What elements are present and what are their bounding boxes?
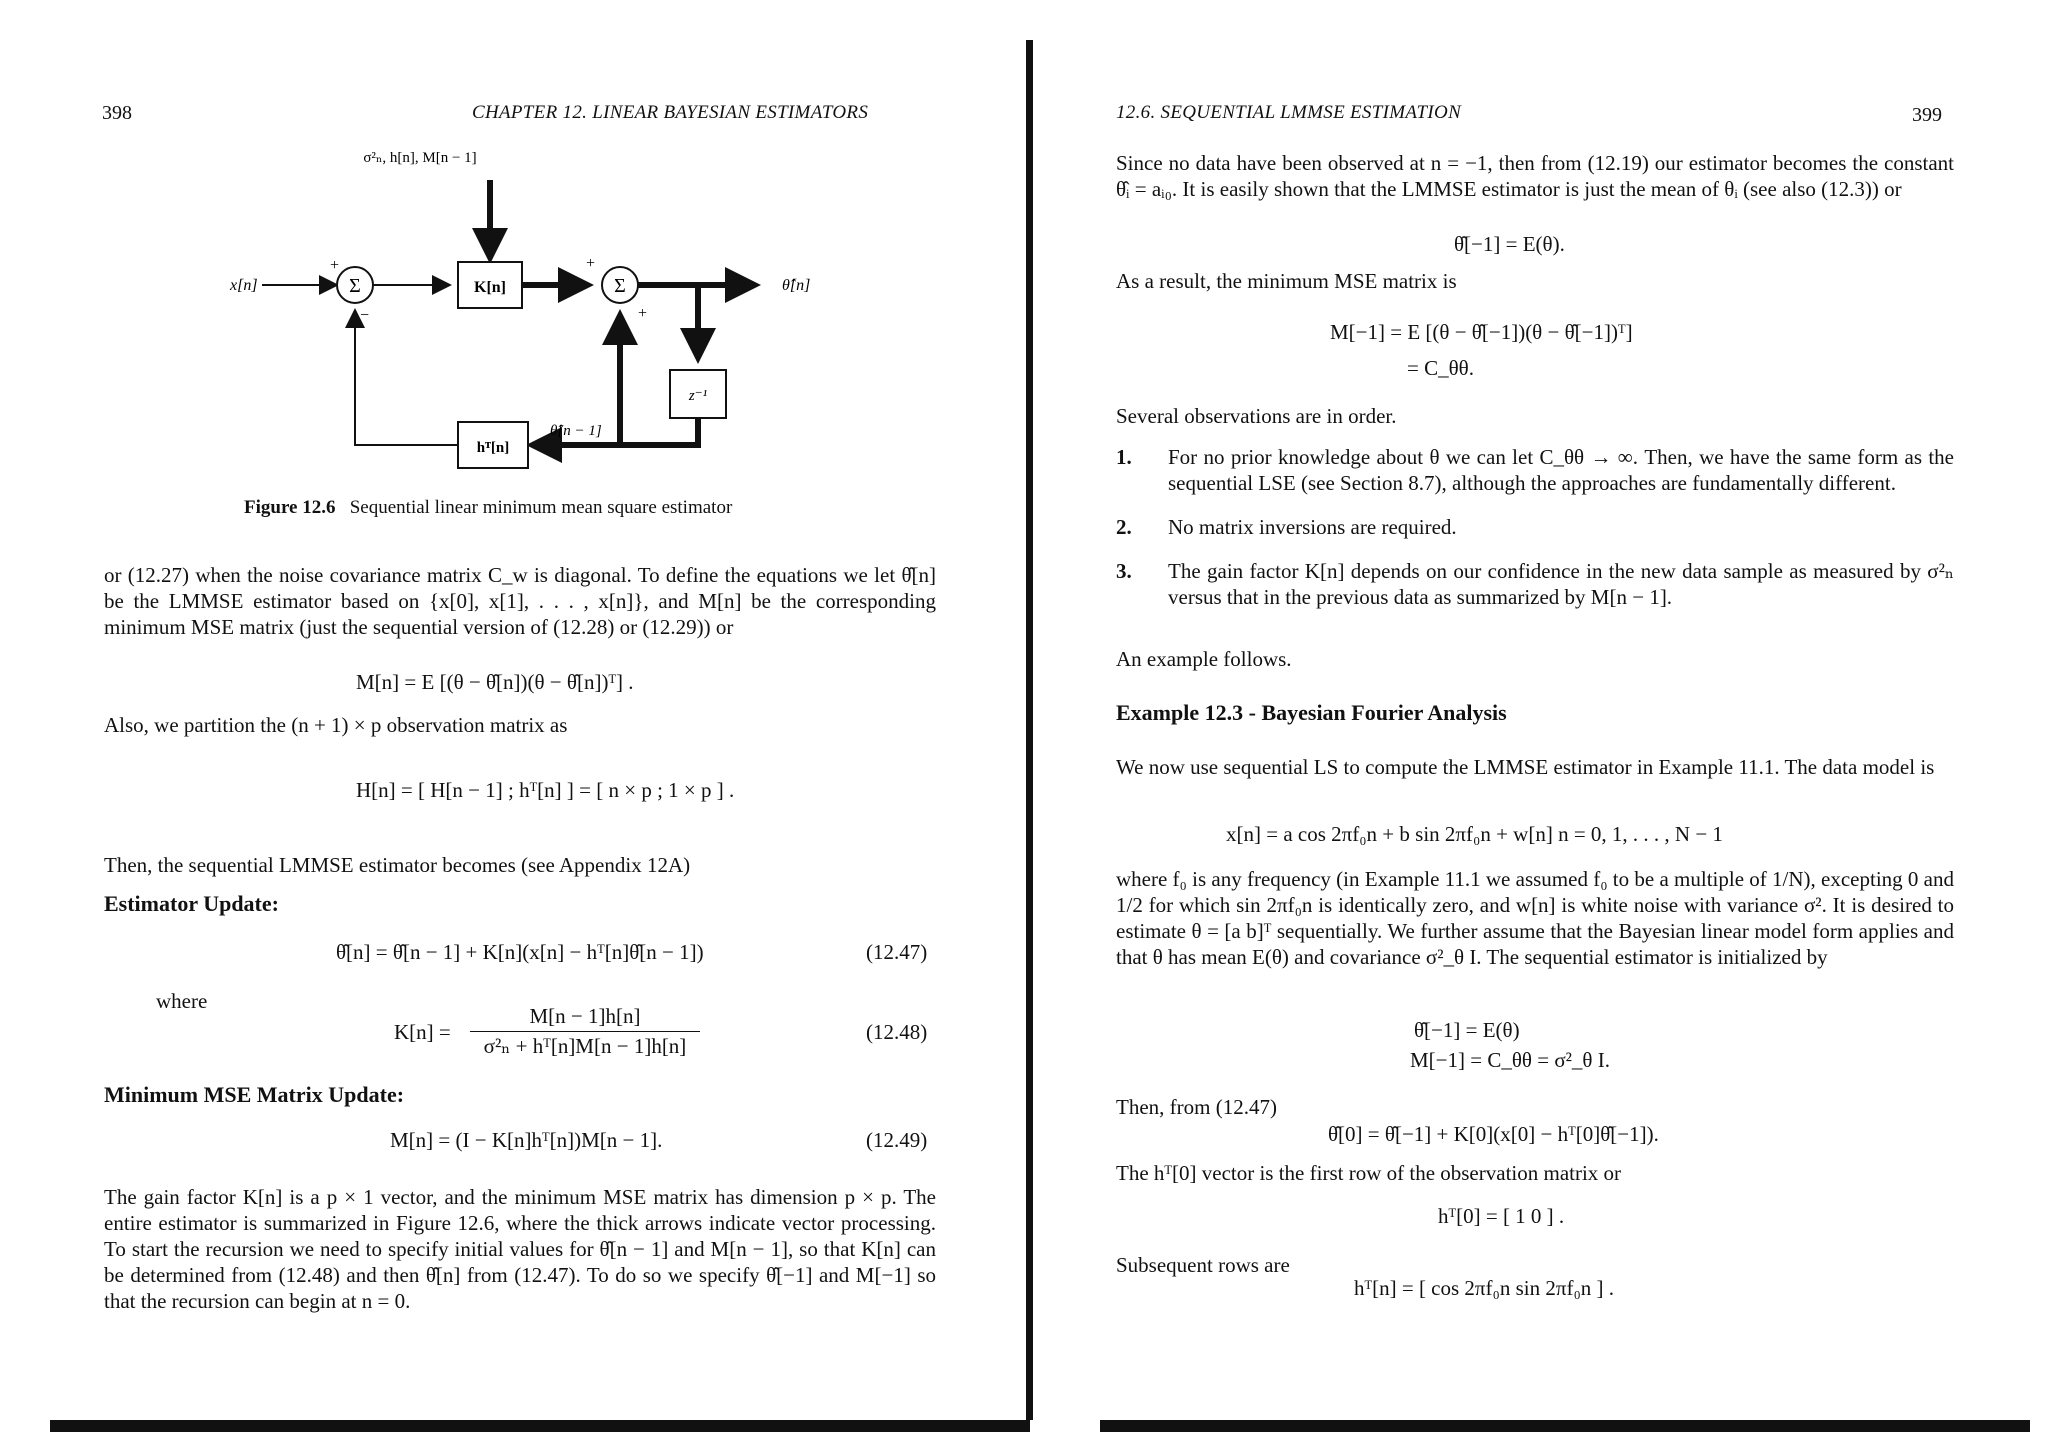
paragraph-observations: Several observations are in order. (1116, 404, 1397, 428)
top-input-label: σ²ₙ, h[n], M[n − 1] (363, 150, 477, 166)
paragraph-gain-factor: The gain factor K[n] is a p × 1 vector, and the minimum MSE matrix has dimension p × p. The entire estimator is summarized in Figure 12.6, where the thick arrows indicate vector processing. To start the recursion we need to specify initial values for θ̂[n − 1] and M[n − 1], so that K[n] can be determined from (12.48) and then θ̂[n] from (12.47). To do so we specify θ̂[−1] and M[−1] so that the recursion can begin at n = 0. (104, 1185, 936, 1313)
equation-init-theta: θ̂[−1] = E(θ) (1414, 1018, 1520, 1042)
page-number: 399 (1912, 104, 1942, 126)
paragraph-sequential: Then, the sequential LMMSE estimator becomes (see Appendix 12A) (104, 853, 691, 877)
output-label: θ̂[n] (782, 277, 811, 294)
delay-block-label: z⁻¹ (688, 388, 708, 404)
equation-partition: H[n] = [ H[n − 1] ; hᵀ[n] ] = [ n × p ; 1 × p ] . (356, 778, 735, 802)
feedback-arrow (355, 312, 458, 445)
right-page (1030, 0, 2048, 1446)
equation-h-n: hᵀ[n] = [ cos 2πf₀n sin 2πf₀n ] . (1354, 1276, 1615, 1300)
paragraph-min-mse: As a result, the minimum MSE matrix is (1116, 269, 1457, 293)
left-page-edge (50, 1420, 1030, 1432)
summer-2-symbol: Σ (614, 275, 626, 297)
paragraph-covariance: or (12.27) when the noise covariance matrix C_w is diagonal. To define the equations we let θ̂[n] be the LMMSE estimator based on {x[0], x[1], . . . , x[n]}, and M[n] be the corresponding minimum MSE matrix (just the sequential version of (12.28) or (12.29)) or (104, 563, 936, 639)
heading-estimator-update: Estimator Update: (104, 891, 279, 916)
paragraph-subsequent-rows: Subsequent rows are (1116, 1253, 1290, 1277)
where-label: where (156, 989, 208, 1013)
equation-12-48-numerator: M[n − 1]h[n] (470, 1004, 700, 1032)
paragraph-partition: Also, we partition the (n + 1) × p observation matrix as (104, 713, 568, 737)
summer-1-minus: − (360, 307, 370, 324)
paragraph-then: Then, from (12.47) (1116, 1095, 1277, 1119)
equation-12-48-lhs: K[n] = (394, 1020, 451, 1044)
running-head: 12.6. SEQUENTIAL LMMSE ESTIMATION (1116, 102, 1462, 123)
equation-number-12-49: (12.49) (866, 1128, 928, 1152)
equation-init-m: M[−1] = C_θθ = σ²_θ I. (1410, 1048, 1610, 1072)
page-number: 398 (102, 102, 132, 124)
equation-number-12-47: (12.47) (866, 940, 928, 964)
figure-caption-label: Figure 12.6 (244, 497, 336, 518)
equation-data-model: x[n] = a cos 2πf₀n + b sin 2πf₀n + w[n] n = 0, 1, . . . , N − 1 (1226, 822, 1723, 846)
observations-list (1116, 444, 1954, 628)
paragraph-frequency: where f₀ is any frequency (in Example 11.1 we assumed f₀ to be a multiple of 1/N), excepting 0 and 1/2 for which sin 2πf₀n is identically zero, and w[n] is white noise with variance σ². It is desired to estimate θ = [a b]ᵀ sequentially. We further assume that the Bayesian linear model form applies and that θ has mean E(θ) and covariance σ²_θ I. The sequential estimator is initialized by (1116, 867, 1954, 969)
feedback-block-label: hᵀ[n] (476, 440, 510, 456)
equation-theta-0: θ̂[0] = θ̂[−1] + K[0](x[0] − hᵀ[0]θ̂[−1]). (1328, 1122, 1659, 1146)
paragraph-example-follows: An example follows. (1116, 647, 1292, 671)
summer-1-plus: + (330, 257, 340, 274)
observation-item: 1. For no prior knowledge about θ we can let C_θθ → ∞. Then, we have the same form as the sequential LSE (see Section 8.7), although the approaches are fundamentally different. (1116, 445, 1954, 495)
figure-caption-text: Sequential linear minimum mean square estimator (349, 497, 733, 518)
paragraph-no-data: Since no data have been observed at n = −1, then from (12.19) our estimator becomes the constant θ̂ᵢ = aᵢ₀. It is easily shown that the LMMSE estimator is just the mean of θᵢ (see also (12.3)) or (1116, 151, 1954, 201)
equation-12-48-denominator: σ²ₙ + hᵀ[n]M[n − 1]h[n] (483, 1034, 687, 1058)
summer-1-symbol: Σ (349, 275, 361, 297)
paragraph-first-row: The hᵀ[0] vector is the first row of the observation matrix or (1116, 1161, 1622, 1185)
equation-h-0: hᵀ[0] = [ 1 0 ] . (1438, 1204, 1565, 1228)
equation-mse: M[n] = E [(θ − θ̂[n])(θ − θ̂[n])ᵀ] . (356, 670, 634, 694)
example-heading: Example 12.3 - Bayesian Fourier Analysis (1116, 700, 1507, 725)
summer-2-plus-top: + (586, 255, 596, 272)
equation-m-minus-1-line2: = C_θθ. (1407, 356, 1474, 380)
running-head: CHAPTER 12. LINEAR BAYESIAN ESTIMATORS (472, 102, 869, 123)
block-diagram (200, 140, 840, 470)
equation-initial-estimate: θ̂[−1] = E(θ). (1454, 232, 1565, 256)
delayed-estimate-label: θ̂[n − 1] (550, 423, 602, 439)
summer-2-plus-bottom: + (638, 305, 648, 322)
observation-item: 3. The gain factor K[n] depends on our confidence in the new data sample as measured by σ²ₙ versus that in the previous data as summarized by M[n − 1]. (1116, 559, 1954, 609)
equation-12-47: θ̂[n] = θ̂[n − 1] + K[n](x[n] − hᵀ[n]θ̂[n − 1]) (336, 940, 704, 964)
observation-item: 2. No matrix inversions are required. (1116, 515, 1457, 539)
paragraph-data-model: We now use sequential LS to compute the LMMSE estimator in Example 11.1. The data model is (1116, 755, 1935, 779)
heading-mse-update: Minimum MSE Matrix Update: (104, 1082, 405, 1107)
equation-12-49: M[n] = (I − K[n]hᵀ[n])M[n − 1]. (390, 1128, 663, 1152)
equation-number-12-48: (12.48) (866, 1020, 928, 1044)
gain-block-label: K[n] (474, 279, 506, 296)
figure-caption (244, 497, 732, 519)
equation-12-48-fraction (470, 1004, 700, 1059)
input-label: x[n] (230, 277, 258, 294)
equation-m-minus-1-line1: M[−1] = E [(θ − θ̂[−1])(θ − θ̂[−1])ᵀ] (1330, 320, 1633, 344)
